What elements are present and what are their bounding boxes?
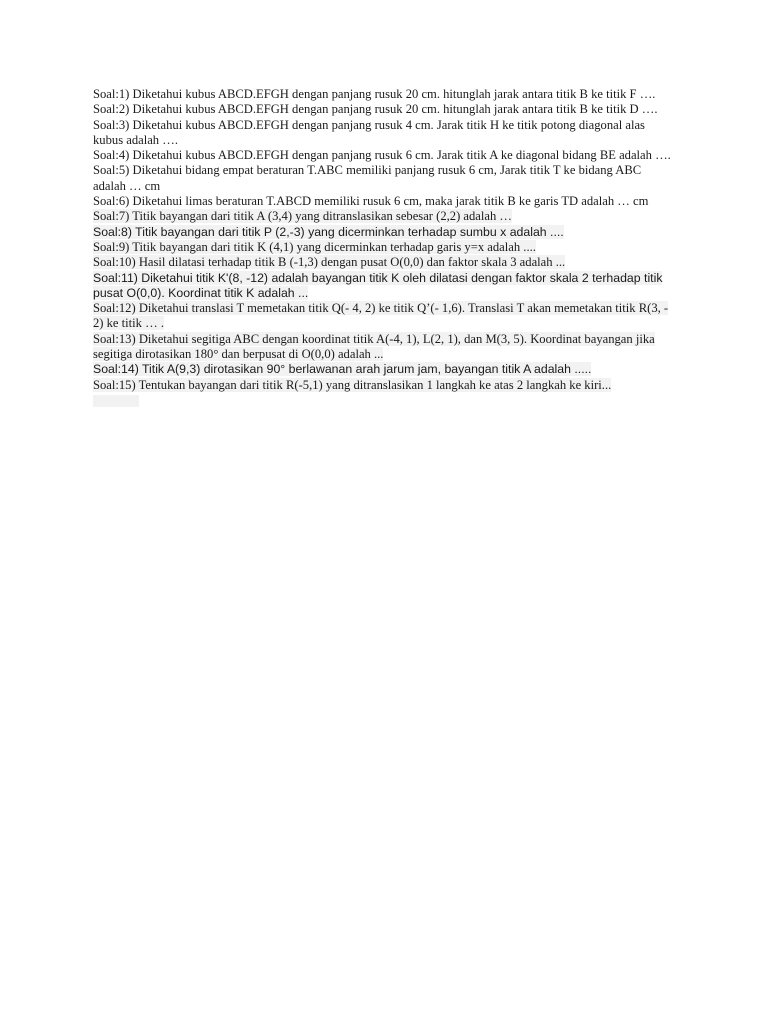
question-14 [93, 362, 673, 377]
question-6: Soal:6) Diketahui limas beraturan T.ABCD memiliki rusuk 6 cm, maka jarak titik B ke garis TD adalah … cm [93, 194, 649, 209]
question-8 [93, 225, 673, 240]
question-7 [93, 209, 673, 224]
question-14-text: Soal:14) Titik A(9,3) dirotasikan 90° berlawanan arah jarum jam, bayangan titik A adalah ..... [93, 362, 592, 377]
question-1: Soal:1) Diketahui kubus ABCD.EFGH dengan panjang rusuk 20 cm. hitunglah jarak antara titik B ke titik F …. [93, 87, 656, 101]
question-15 [93, 378, 673, 393]
question-12-text: Soal:12) Diketahui translasi T memetakan titik Q(- 4, 2) ke titik Q’(- 1,6). Translasi T akan memetakan titik R(3, - 2) ke titik … . [93, 301, 669, 331]
question-4: Soal:4) Diketahui kubus ABCD.EFGH dengan panjang rusuk 6 cm. Jarak titik A ke diagonal bidang BE adalah …. [93, 148, 671, 163]
question-9-text: Soal:9) Titik bayangan dari titik K (4,1) yang dicerminkan terhadap garis y=x adalah .... [93, 239, 536, 254]
question-9 [93, 240, 673, 255]
question-8-text: Soal:8) Titik bayangan dari titik P (2,-3) yang dicerminkan terhadap sumbu x adalah .... [93, 224, 564, 239]
question-13-text: Soal:13) Diketahui segitiga ABC dengan koordinat titik A(-4, 1), L(2, 1), dan M(3, 5). Koordinat bayangan jika segitiga dirotasikan 180° dan berpusat di O(0,0) adalah ... [93, 331, 655, 362]
trailing-highlight [93, 395, 139, 407]
question-10 [93, 255, 673, 270]
question-15-text: Soal:15) Tentukan bayangan dari titik R(-5,1) yang ditranslasikan 1 langkah ke atas 2 langkah ke kiri... [93, 377, 612, 392]
question-10-text: Soal:10) Hasil dilatasi terhadap titik B (-1,3) dengan pusat O(0,0) dan faktor skala 3 adalah ... [93, 255, 566, 270]
question-7-text: Soal:7) Titik bayangan dari titik A (3,4) yang ditranslasikan sebesar (2,2) adalah … [93, 209, 513, 224]
question-11-text: Soal:11) Diketahui titik K'(8, -12) adalah bayangan titik K oleh dilatasi dengan faktor skala 2 terhadap titik pusat O(0,0). Koordinat titik K adalah ... [93, 270, 663, 300]
question-5: Soal:5) Diketahui bidang empat beraturan T.ABC memiliki panjang rusuk 6 cm, Jarak titik T ke bidang ABC adalah … cm [93, 163, 642, 193]
question-12 [93, 301, 673, 332]
question-list [93, 87, 673, 412]
question-3: Soal:3) Diketahui kubus ABCD.EFGH dengan panjang rusuk 4 cm. Jarak titik H ke titik potong diagonal alas kubus adalah …. [93, 117, 645, 147]
question-2: Soal:2) Diketahui kubus ABCD.EFGH dengan panjang rusuk 20 cm. hitunglah jarak antara titik B ke titik D …. [93, 102, 658, 117]
question-11 [93, 271, 673, 302]
question-13 [93, 332, 673, 363]
